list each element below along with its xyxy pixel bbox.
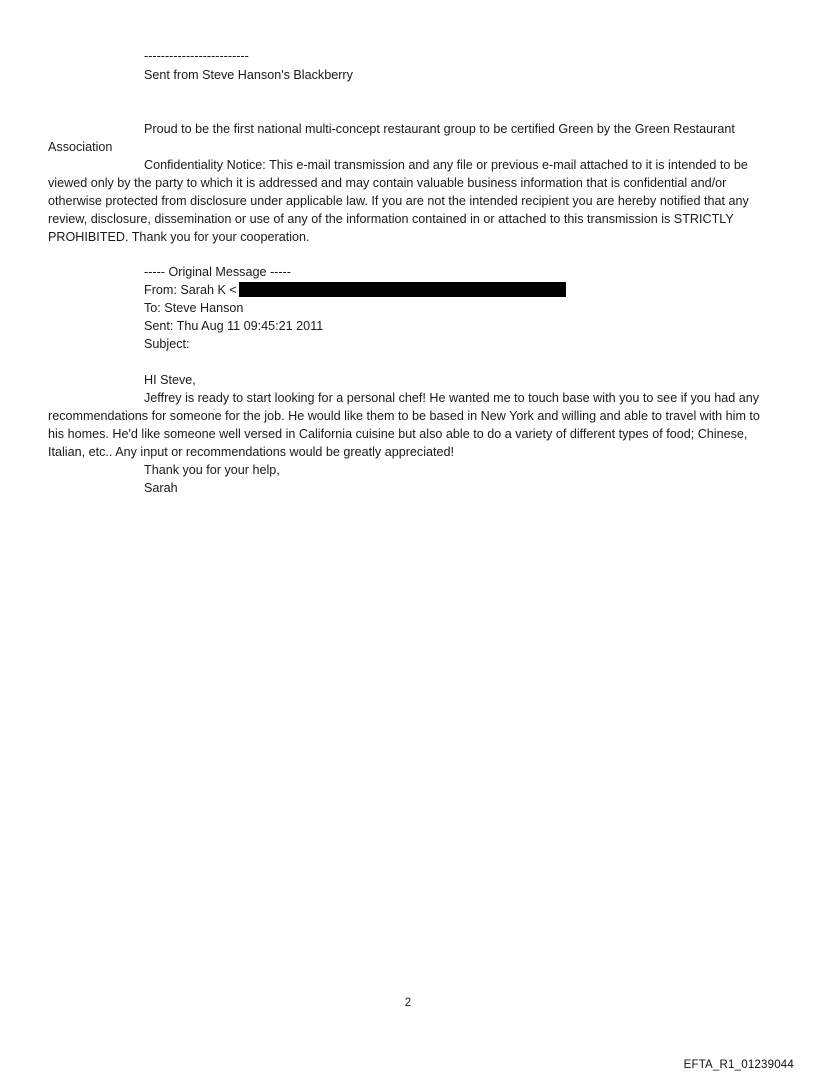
confidentiality-notice: Confidentiality Notice: This e-mail transmission and any file or previous e-mail attached to it is intended to be viewed only by the party to which it is addressed and may contain valuable business information that is confidential and/or otherwise protected from disclosure under applicable law. If you are not the intended recipient you are hereby notified that any review, disclosure, dissemination or use of any of the information contained in or attached to this transmission is STRICTLY PROHIBITED. Thank you for your cooperation. xyxy=(48,158,749,244)
subject-line: Subject: xyxy=(144,337,190,351)
sent-from-line: Sent from Steve Hanson's Blackberry xyxy=(144,68,353,82)
to-line: To: Steve Hanson xyxy=(144,301,244,315)
closing-signature: Sarah xyxy=(144,481,178,495)
closing-thanks: Thank you for your help, xyxy=(144,463,280,477)
green-certification-notice: Proud to be the first national multi-concept restaurant group to be certified Green by the Green Restaurant Association xyxy=(48,122,735,154)
from-text: From: Sarah K < xyxy=(144,283,237,297)
original-message-marker: ----- Original Message ----- xyxy=(144,265,291,279)
redaction-bar xyxy=(239,282,566,297)
signature-dashes: ------------------------- xyxy=(144,49,249,63)
page-number: 2 xyxy=(404,997,412,1009)
bates-number: EFTA_R1_01239044 xyxy=(683,1059,794,1071)
greeting: HI Steve, xyxy=(144,373,196,387)
message-body: Jeffrey is ready to start looking for a personal chef! He wanted me to touch base with you to see if you had any recommendations for someone for the job. He would like them to be based in New York and willing and able to travel with him to his homes. He'd like someone well versed in California cuisine but also able to do a variety of different types of food; Chinese, Italian, etc.. Any input or recommendations would be greatly appreciated! xyxy=(48,391,760,459)
from-line xyxy=(144,281,566,299)
sent-line: Sent: Thu Aug 11 09:45:21 2011 xyxy=(144,319,324,333)
